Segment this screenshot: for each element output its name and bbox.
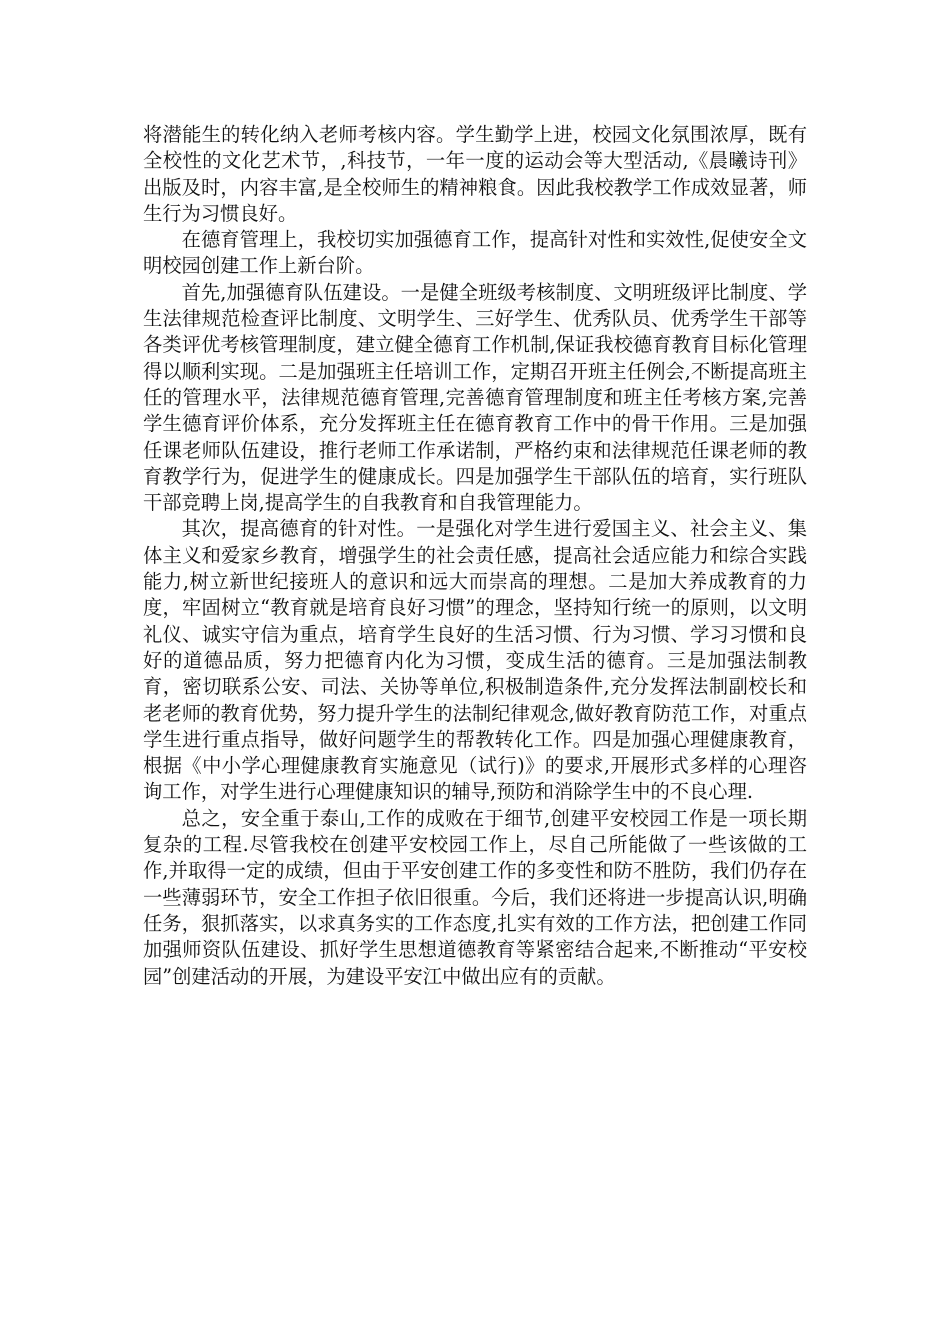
paragraph-conclusion: 总之，安全重于泰山,工作的成败在于细节,创建平安校园工作是一项长期复杂的工程.尽管我校在创建平安校园工作上，尽自己所能做了一些该做的工作,并取得一定的成绩，但由于平安创建工作的多变性和防不胜防，我们仍存在一些薄弱环节，安全工作担子依旧很重。今后，我们还将进一步提高认识,明确任务，狠抓落实，以求真务实的工作态度,扎实有效的工作方法，把创建工作同加强师资队伍建设、抓好学生思想道德教育等紧密结合起来,不断推动“平安校园”创建活动的开展，为建设平安江中做出应有的贡献。 <box>143 806 807 988</box>
document-body <box>143 122 807 990</box>
paragraph-moral-relevance: 其次，提高德育的针对性。一是强化对学生进行爱国主义、社会主义、集体主义和爱家乡教育，增强学生的社会责任感，提高社会适应能力和综合实践能力,树立新世纪接班人的意识和远大而崇高的理想。二是加大养成教育的力度，牢固树立“教育就是培育良好习惯”的理念，坚持知行统一的原则，以文明礼仪、诚实守信为重点，培育学生良好的生活习惯、行为习惯、学习习惯和良好的道德品质，努力把德育内化为习惯，变成生活的德育。三是加强法制教育，密切联系公安、司法、关协等单位,积极制造条件,充分发挥法制副校长和老老师的教育优势，努力提升学生的法制纪律观念,做好教育防范工作，对重点学生进行重点指导，做好问题学生的帮教转化工作。四是加强心理健康教育，根据《中小学心理健康教育实施意见（试行)》的要求,开展形式多样的心理咨询工作，对学生进行心理健康知识的辅导,预防和消除学生中的不良心理. <box>143 517 807 804</box>
paragraph-school-culture: 将潜能生的转化纳入老师考核内容。学生勤学上进，校园文化氛围浓厚，既有全校性的文化艺术节，,科技节，一年一度的运动会等大型活动,《晨曦诗刊》出版及时，内容丰富,是全校师生的精神粮食。因此我校教学工作成效显著，师生行为习惯良好。 <box>143 123 807 225</box>
paragraph-moral-management: 在德育管理上，我校切实加强德育工作，提高针对性和实效性,促使安全文明校园创建工作上新台阶。 <box>143 228 807 278</box>
paragraph-moral-team-building: 首先,加强德育队伍建设。一是健全班级考核制度、文明班级评比制度、学生法律规范检查评比制度、文明学生、三好学生、优秀队员、优秀学生干部等各类评优考核管理制度，建立健全德育工作机制,保证我校德育教育目标化管理得以顺利实现。二是加强班主任培训工作，定期召开班主任例会,不断提高班主任的管理水平，法律规范德育管理,完善德育管理制度和班主任考核方案,完善学生德育评价体系，充分发挥班主任在德育教育工作中的骨干作用。三是加强任课老师队伍建设，推行老师工作承诺制，严格约束和法律规范任课老师的教育教学行为，促进学生的健康成长。四是加强学生干部队伍的培育，实行班队干部竞聘上岗,提高学生的自我教育和自我管理能力。 <box>143 280 807 515</box>
